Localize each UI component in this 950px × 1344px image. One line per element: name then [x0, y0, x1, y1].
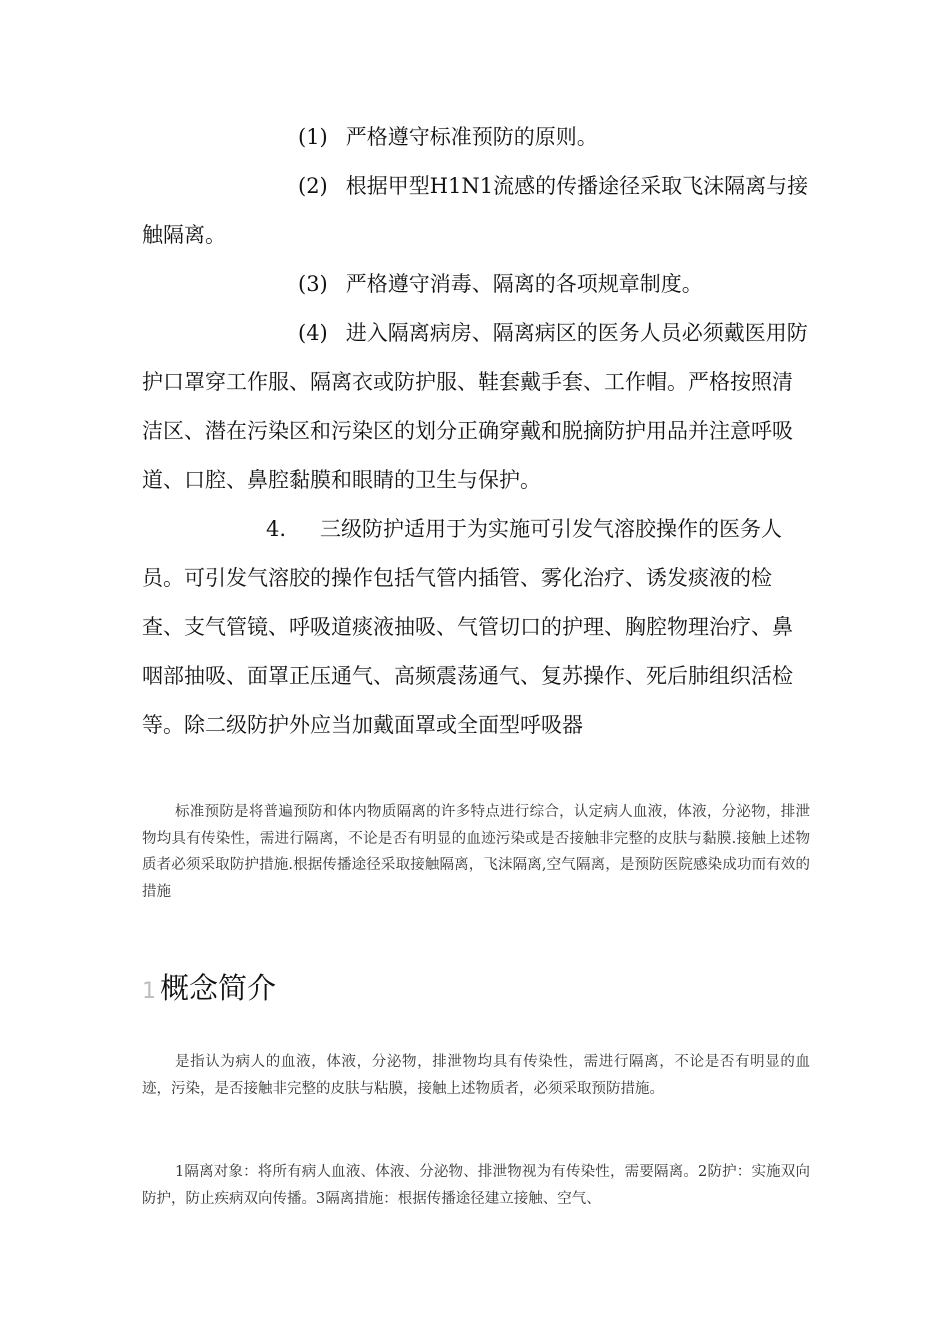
measures-paragraph-block: [142, 1159, 810, 1212]
summary-paragraph-block: [142, 799, 810, 905]
section-number: 1: [142, 979, 156, 1004]
section-heading: [142, 970, 276, 1010]
list-number: (2): [298, 174, 328, 198]
list-item-3: [142, 260, 810, 309]
list-text: 根据甲型H1N1流感的传播途径采取飞沫隔离与接触隔离。: [142, 174, 809, 247]
protection-level-three: [142, 505, 810, 750]
section-title: 概念简介: [160, 971, 277, 1005]
summary-paragraph: 标准预防是将普遍预防和体内物质隔离的许多特点进行综合，认定病人血液，体液，分泌物，排泄物均具有传染性，需进行隔离，不论是否有明显的血迹污染或是否接触非完整的皮肤与黏膜.接触上述物质者必须采取防护措施.根据传播途径采取接触隔离，飞沫隔离,空气隔离，是预防医院感染成功而有效的措施: [142, 804, 810, 900]
list-text: 严格遵守标准预防的原则。: [345, 125, 598, 149]
measures-paragraph: 1隔离对象：将所有病人血液、体液、分泌物、排泄物视为有传染性，需要隔离。2防护：实施双向防护，防止疾病双向传播。3隔离措施：根据传播途径建立接触、空气、: [142, 1164, 810, 1207]
list-number: (1): [298, 125, 328, 149]
list-section: [142, 113, 810, 750]
list-number: 4.: [266, 517, 287, 541]
list-item-2: [142, 162, 810, 260]
list-number: (4): [298, 321, 328, 345]
list-number: (3): [298, 272, 328, 296]
list-text: 严格遵守消毒、隔离的各项规章制度。: [345, 272, 703, 296]
concept-paragraph: 是指认为病人的血液，体液，分泌物，排泄物均具有传染性，需进行隔离，不论是否有明显的血迹，污染，是否接触非完整的皮肤与粘膜，接触上述物质者，必须采取预防措施。: [142, 1054, 810, 1097]
list-text: 三级防护适用于为实施可引发气溶胶操作的医务人员。可引发气溶胶的操作包括气管内插管、雾化治疗、诱发痰液的检查、支气管镜、呼吸道痰液抽吸、气管切口的护理、胸腔物理治疗、鼻咽部抽吸、面罩正压通气、高频震荡通气、复苏操作、死后肺组织活检等。除二级防护外应当加戴面罩或全面型呼吸器: [142, 517, 793, 737]
list-item-4: [142, 309, 810, 505]
concept-paragraph-block: [142, 1049, 810, 1102]
list-item-1: [142, 113, 810, 162]
list-text: 进入隔离病房、隔离病区的医务人员必须戴医用防护口罩穿工作服、隔离衣或防护服、鞋套戴手套、工作帽。严格按照清洁区、潜在污染区和污染区的划分正确穿戴和脱摘防护用品并注意呼吸道、口腔、鼻腔黏膜和眼睛的卫生与保护。: [142, 321, 808, 492]
